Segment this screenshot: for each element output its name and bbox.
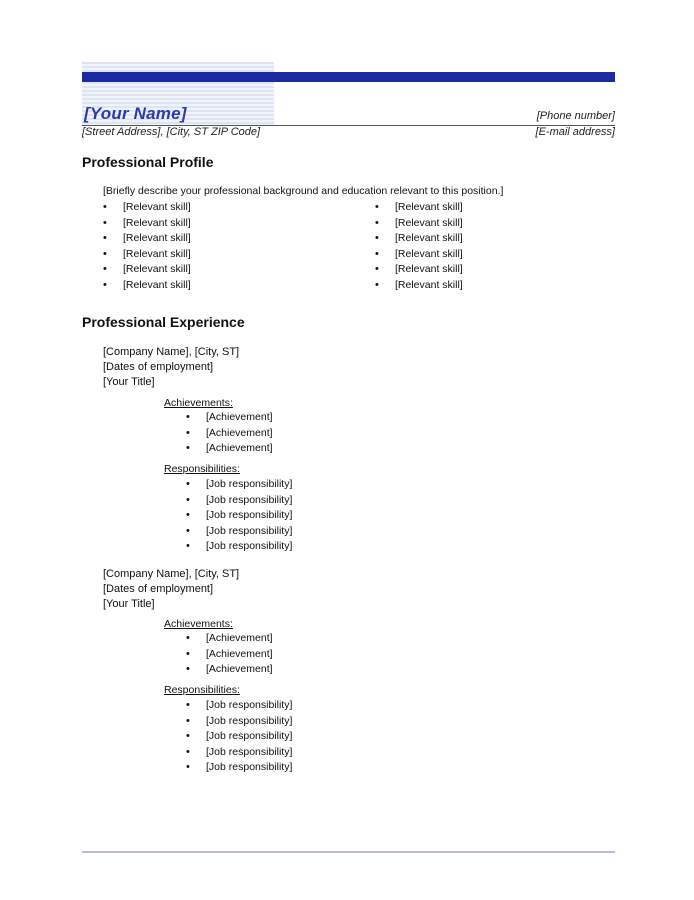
list-item[interactable]: • [Job responsibility] (186, 493, 292, 509)
list-item[interactable]: • [Job responsibility] (186, 698, 292, 714)
list-item[interactable]: • [Achievement] (186, 647, 273, 663)
list-item[interactable]: • [Job responsibility] (186, 729, 292, 745)
street-address[interactable]: [Street Address], [City, ST ZIP Code] (82, 126, 261, 138)
header-band-dark (82, 72, 615, 82)
list-item[interactable]: • [Relevant skill] (103, 278, 191, 294)
company-name[interactable]: [Company Name], [City, ST] (103, 346, 240, 358)
job-title[interactable]: [Your Title] (103, 376, 155, 388)
list-item[interactable]: • [Relevant skill] (375, 216, 463, 232)
responsibilities-list (186, 477, 292, 555)
section-title-experience: Professional Experience (82, 314, 245, 330)
list-item[interactable]: • [Job responsibility] (186, 508, 292, 524)
list-item[interactable]: • [Relevant skill] (103, 216, 191, 232)
achievements-list (186, 631, 273, 678)
list-item[interactable]: • [Achievement] (186, 426, 273, 442)
employment-dates[interactable]: [Dates of employment] (103, 583, 214, 595)
list-item[interactable]: • [Job responsibility] (186, 714, 292, 730)
job-title[interactable]: [Your Title] (103, 598, 155, 610)
list-item[interactable]: • [Relevant skill] (103, 231, 191, 247)
responsibilities-label: Responsibilities: (164, 463, 240, 475)
list-item[interactable]: • [Achievement] (186, 631, 273, 647)
list-item[interactable]: • [Job responsibility] (186, 477, 292, 493)
list-item[interactable]: • [Relevant skill] (375, 278, 463, 294)
skills-list-right (375, 200, 463, 293)
list-item[interactable]: • [Job responsibility] (186, 760, 292, 776)
list-item[interactable]: • [Relevant skill] (375, 200, 463, 216)
list-item[interactable]: • [Job responsibility] (186, 524, 292, 540)
company-name[interactable]: [Company Name], [City, ST] (103, 568, 240, 580)
achievements-label: Achievements: (164, 618, 233, 630)
achievements-label: Achievements: (164, 397, 233, 409)
list-item[interactable]: • [Job responsibility] (186, 745, 292, 761)
responsibilities-label: Responsibilities: (164, 684, 240, 696)
section-title-profile: Professional Profile (82, 154, 214, 170)
job-entry (103, 345, 239, 390)
employment-dates[interactable]: [Dates of employment] (103, 361, 214, 373)
list-item[interactable]: • [Job responsibility] (186, 539, 292, 555)
list-item[interactable]: • [Relevant skill] (375, 231, 463, 247)
resume-name[interactable]: [Your Name] (84, 104, 187, 123)
email-address[interactable]: [E-mail address] (535, 126, 615, 138)
list-item[interactable]: • [Relevant skill] (375, 247, 463, 263)
job-entry (103, 567, 239, 612)
achievements-list (186, 410, 273, 457)
list-item[interactable]: • [Relevant skill] (103, 247, 191, 263)
list-item[interactable]: • [Relevant skill] (375, 262, 463, 278)
list-item[interactable]: • [Relevant skill] (103, 262, 191, 278)
responsibilities-list (186, 698, 292, 776)
profile-intro[interactable]: [Briefly describe your professional background and education relevant to this position.] (103, 185, 504, 197)
list-item[interactable]: • [Achievement] (186, 410, 273, 426)
list-item[interactable]: • [Achievement] (186, 662, 273, 678)
list-item[interactable]: • [Relevant skill] (103, 200, 191, 216)
footer-divider (82, 851, 615, 853)
phone-number[interactable]: [Phone number] (536, 110, 615, 122)
list-item[interactable]: • [Achievement] (186, 441, 273, 457)
skills-list-left (103, 200, 191, 293)
